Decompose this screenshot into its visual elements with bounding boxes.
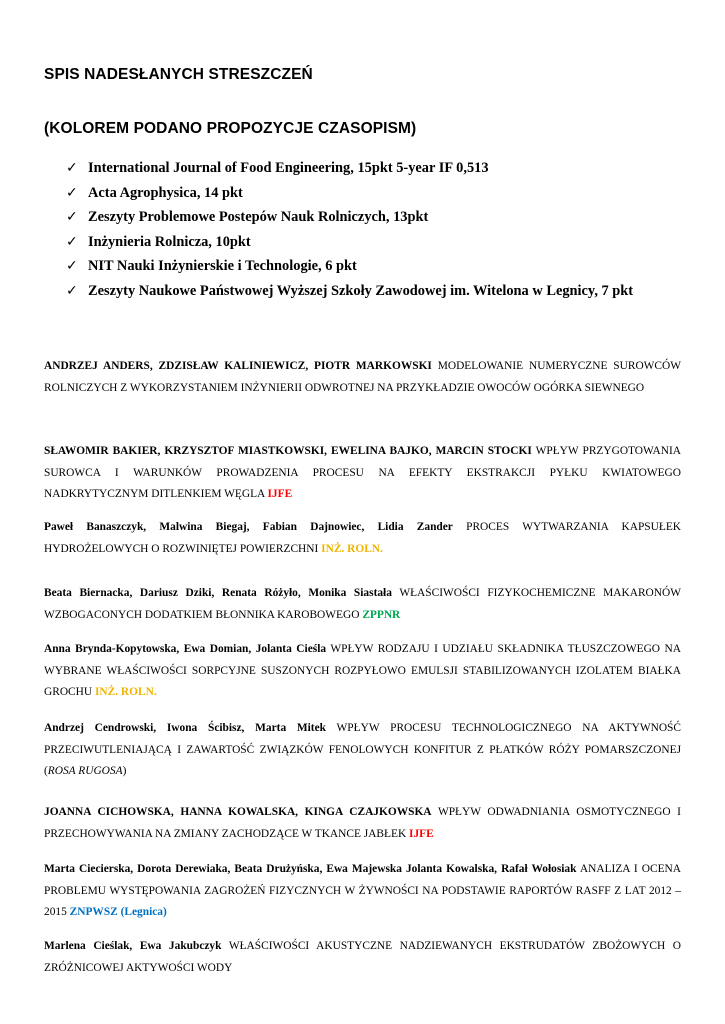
checkmark-icon: ✓ — [66, 233, 78, 250]
journal-label: NIT Nauki Inżynierskie i Technologie, 6 pkt — [88, 258, 357, 275]
journal-label: International Journal of Food Engineering, 15pkt 5-year IF 0,513 — [88, 160, 489, 176]
abstract-entry — [44, 356, 681, 399]
journal-item — [66, 283, 633, 308]
checkmark-icon: ✓ — [66, 184, 78, 201]
abstract-entry — [44, 718, 681, 783]
abstract-entry — [44, 859, 681, 924]
journal-label: Zeszyty Naukowe Państwowej Wyższej Szkoły Zawodowej im. Witelona w Legnicy, 7 pkt — [88, 282, 634, 299]
abstract-entry — [44, 583, 681, 626]
checkmark-icon: ✓ — [66, 282, 78, 299]
entry-title: WPŁYW PRZYGOTOWANIA SUROWCA I WARUNKÓW PROWADZENIA PROCESU NA EFEKTY EKSTRAKCJI PYŁKU KWIATOWEGO NADKRYTYCZNYM DITLENKIEM WĘGLA — [44, 445, 681, 500]
journal-label: Zeszyty Problemowe Postepów Nauk Rolniczych, 13pkt — [88, 209, 429, 226]
entry-title: WŁAŚCIWOŚCI AKUSTYCZNE NADZIEWANYCH EKSTRUDATÓW ZBOŻOWYCH O ZRÓŻNICOWEJ AKTYWOŚCI WODY — [44, 940, 681, 974]
entry-authors: JOANNA CICHOWSKA, HANNA KOWALSKA, KINGA CZAJKOWSKA — [44, 806, 432, 818]
journal-label: Inżynieria Rolnicza, 10pkt — [88, 233, 251, 250]
journal-list — [66, 160, 633, 308]
journal-item — [66, 258, 633, 283]
entry-title: ANALIZA I OCENA PROBLEMU WYSTĘPOWANIA ZAGROŻEŃ FIZYCZNYCH W ŻYWNOŚCI NA PODSTAWIE RAPORTÓW RASFF Z LAT 2012 – 2015 — [44, 863, 682, 918]
journal-tag: IJFE — [267, 488, 293, 500]
journal-item — [66, 209, 633, 234]
entry-authors: SŁAWOMIR BAKIER, KRZYSZTOF MIASTKOWSKI, EWELINA BAJKO, MARCIN STOCKI — [44, 445, 532, 457]
entry-authors: ANDRZEJ ANDERS, ZDZISŁAW KALINIEWICZ, PIOTR MARKOWSKI — [44, 360, 432, 372]
page-subtitle: (KOLOREM PODANO PROPOZYCJE CZASOPISM) — [44, 120, 417, 137]
entry-authors: Marta Ciecierska, Dorota Derewiaka, Beata Drużyńska, Ewa Majewska Jolanta Kowalska, Rafał Wołosiak — [44, 863, 577, 875]
journal-tag: INŻ. ROLN. — [94, 686, 157, 698]
page-title: SPIS NADESŁANYCH STRESZCZEŃ — [44, 66, 313, 83]
abstract-entry — [44, 639, 681, 704]
entry-title: WPŁYW ODWADNIANIA OSMOTYCZNEGO I PRZECHOWYWANIA NA ZMIANY ZACHODZĄCE W TKANCE JABŁEK — [44, 806, 681, 840]
abstract-entry — [44, 936, 681, 979]
entry-authors: Beata Biernacka, Dariusz Dziki, Renata Różyło, Monika Siastała — [44, 587, 392, 599]
entry-title: WPŁYW RODZAJU I UDZIAŁU SKŁADNIKA TŁUSZCZOWEGO NA WYBRANE WŁAŚCIWOŚCI SORPCYJNE SUSZONYCH ROZPYŁOWO EMULSJI STABILIZOWANYCH IZOLATEM BIAŁKA GROCHU — [44, 643, 681, 698]
entry-authors: Anna Brynda-Kopytowska, Ewa Domian, Jolanta Cieśla — [44, 643, 327, 655]
entry-authors: Paweł Banaszczyk, Malwina Biegaj, Fabian Dajnowiec, Lidia Zander — [44, 521, 453, 533]
entry-title: PROCES WYTWARZANIA KAPSUŁEK HYDROŻELOWYCH O ROZWINIĘTEJ POWIERZCHNI — [44, 521, 682, 555]
journal-item — [66, 160, 633, 185]
entry-authors: Andrzej Cendrowski, Iwona Ścibisz, Marta Mitek — [44, 722, 326, 734]
journal-item — [66, 234, 633, 259]
journal-item — [66, 185, 633, 210]
abstract-entry — [44, 517, 681, 560]
journal-tag: ZNPWSZ (Legnica) — [69, 906, 167, 918]
entry-title: MODELOWANIE NUMERYCZNE SUROWCÓW ROLNICZYCH Z WYKORZYSTANIEM INŻYNIERII ODWROTNEJ NA PRZYKŁADZIE OWOCÓW OGÓRKA SIEWNEGO — [44, 360, 681, 394]
journal-label: Acta Agrophysica, 14 pkt — [88, 184, 243, 201]
entry-title: WPŁYW PROCESU TECHNOLOGICZNEGO NA AKTYWNOŚĆ PRZECIWUTLENIAJĄCĄ I ZAWARTOŚĆ ZWIĄZKÓW FENOLOWYCH KONFITUR Z PŁATKÓW RÓŻY POMARSZCZONEJ (ROSA RUGOSA) — [44, 722, 681, 777]
checkmark-icon: ✓ — [66, 209, 78, 226]
journal-tag: ZPPNR — [362, 608, 401, 621]
abstract-entry — [44, 441, 681, 506]
journal-tag: IJFE — [409, 827, 434, 840]
checkmark-icon: ✓ — [66, 160, 78, 176]
abstract-entry — [44, 802, 681, 845]
entry-title: WŁAŚCIWOŚCI FIZYKOCHEMICZNE MAKARONÓW WZBOGACONYCH DODATKIEM BŁONNIKA KAROBOWEGO — [44, 587, 681, 621]
journal-tag: INŻ. ROLN. — [321, 542, 383, 555]
entry-authors: Marlena Cieślak, Ewa Jakubczyk — [44, 940, 222, 952]
checkmark-icon: ✓ — [66, 258, 78, 275]
